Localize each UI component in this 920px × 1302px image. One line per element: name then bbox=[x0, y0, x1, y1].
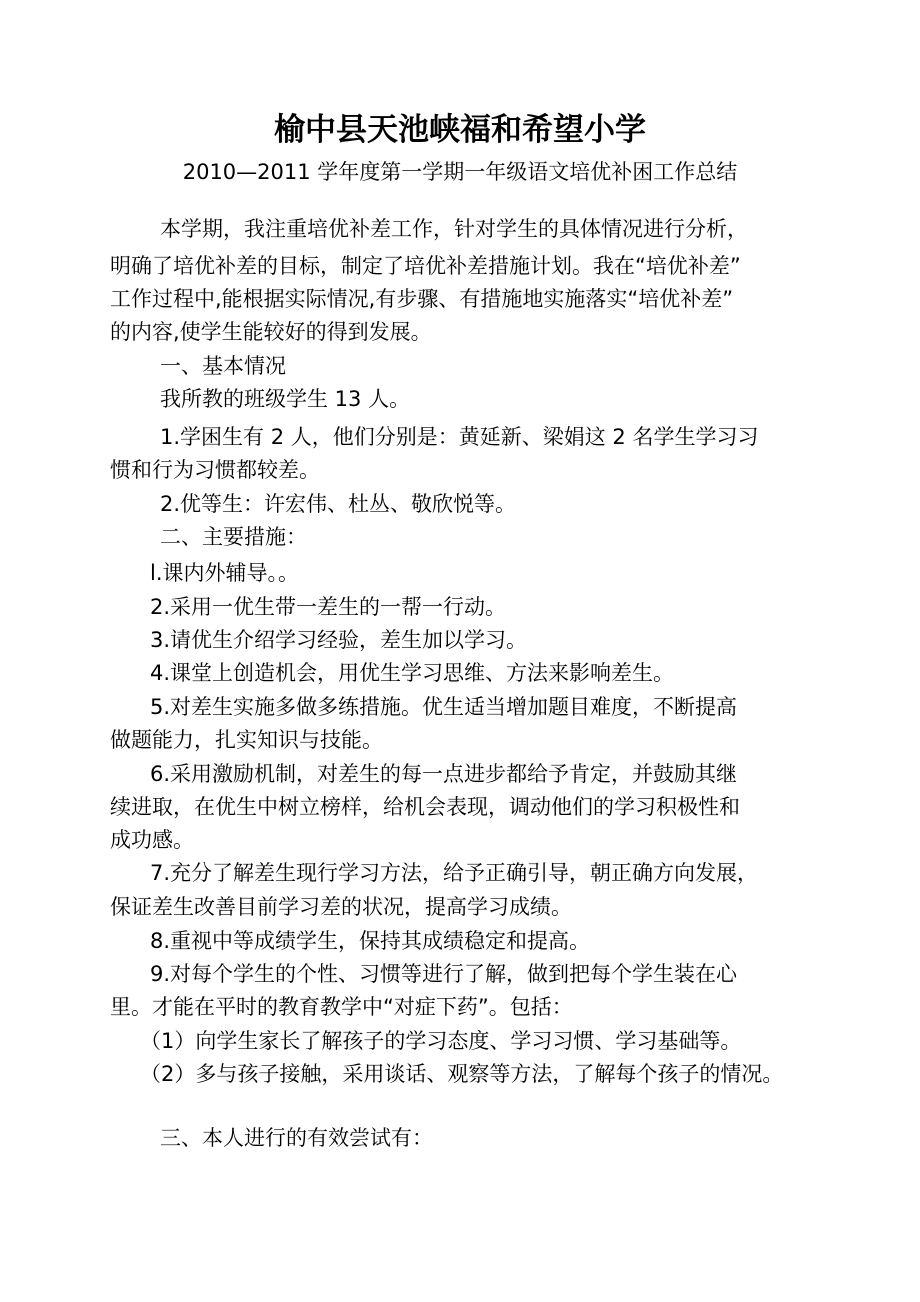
measure-item-line: 成功感。 bbox=[110, 828, 194, 852]
section-heading-measures: 二、主要措施： bbox=[160, 525, 307, 549]
measure-item: 2.采用一优生带一差生的一帮一行动。 bbox=[150, 595, 507, 619]
document-title: 榆中县天池峡福和希望小学 bbox=[274, 112, 646, 148]
section-heading-basic: 一、基本情况 bbox=[160, 354, 286, 378]
document-subtitle: 2010—2011 学年度第一学期一年级语文培优补困工作总结 bbox=[182, 160, 738, 184]
measure-sub-item: （2）多与孩子接触，采用谈话、观察等方法，了解每个孩子的情况。 bbox=[140, 1062, 784, 1086]
top-students-text: 2.优等生：许宏伟、杜丛、敬欣悦等。 bbox=[160, 492, 517, 516]
measure-item: 8.重视中等成绩学生，保持其成绩稳定和提高。 bbox=[150, 929, 591, 953]
measure-item-line: 6.采用激励机制，对差生的每一点进步都给予肯定，并鼓励其继 bbox=[150, 762, 738, 786]
measure-item-line: 做题能力，扎实知识与技能。 bbox=[110, 728, 383, 752]
measure-item-line: 7.充分了解差生现行学习方法，给予正确引导，朝正确方向发展， bbox=[150, 861, 759, 885]
intro-line: 明确了培优补差的目标，制定了培优补差措施计划。我在“培优补差” bbox=[110, 254, 741, 278]
measure-item: l.课内外辅导。。 bbox=[150, 561, 300, 585]
intro-line: 工作过程中,能根据实际情况,有步骤、有措施地实施落实“培优补差” bbox=[110, 287, 734, 311]
intro-line: 的内容,使学生能较好的得到发展。 bbox=[110, 320, 432, 344]
section-heading-attempts: 三、本人进行的有效尝试有： bbox=[160, 1126, 433, 1150]
measure-item-line: 9.对每个学生的个性、习惯等进行了解，做到把每个学生装在心 bbox=[150, 962, 738, 986]
measure-item-line: 保证差生改善目前学习差的状况，提高学习成绩。 bbox=[110, 895, 572, 919]
measure-item: 3.请优生介绍学习经验，差生加以学习。 bbox=[150, 628, 528, 652]
measure-sub-item: （1）向学生家长了解孩子的学习态度、学习习惯、学习基础等。 bbox=[140, 1029, 742, 1053]
measure-item-line: 5.对差生实施多做多练措施。优生适当增加题目难度，不断提高 bbox=[150, 695, 738, 719]
struggling-students-line: 惯和行为习惯都较差。 bbox=[110, 458, 320, 482]
measure-item-line: 续进取，在优生中树立榜样，给机会表现，调动他们的学习积极性和 bbox=[110, 795, 740, 819]
measure-item-line: 里。才能在平时的教育教学中“对症下药”。包括： bbox=[110, 995, 573, 1019]
class-size-text: 我所教的班级学生 13 人。 bbox=[160, 387, 411, 411]
intro-line: 本学期，我注重培优补差工作，针对学生的具体情况进行分析， bbox=[160, 217, 748, 241]
measure-item: 4.课堂上创造机会，用优生学习思维、方法来影响差生。 bbox=[150, 661, 675, 685]
struggling-students-line: 1.学困生有 2 人，他们分别是：黄延新、梁娟这 2 名学生学习习 bbox=[160, 425, 759, 449]
